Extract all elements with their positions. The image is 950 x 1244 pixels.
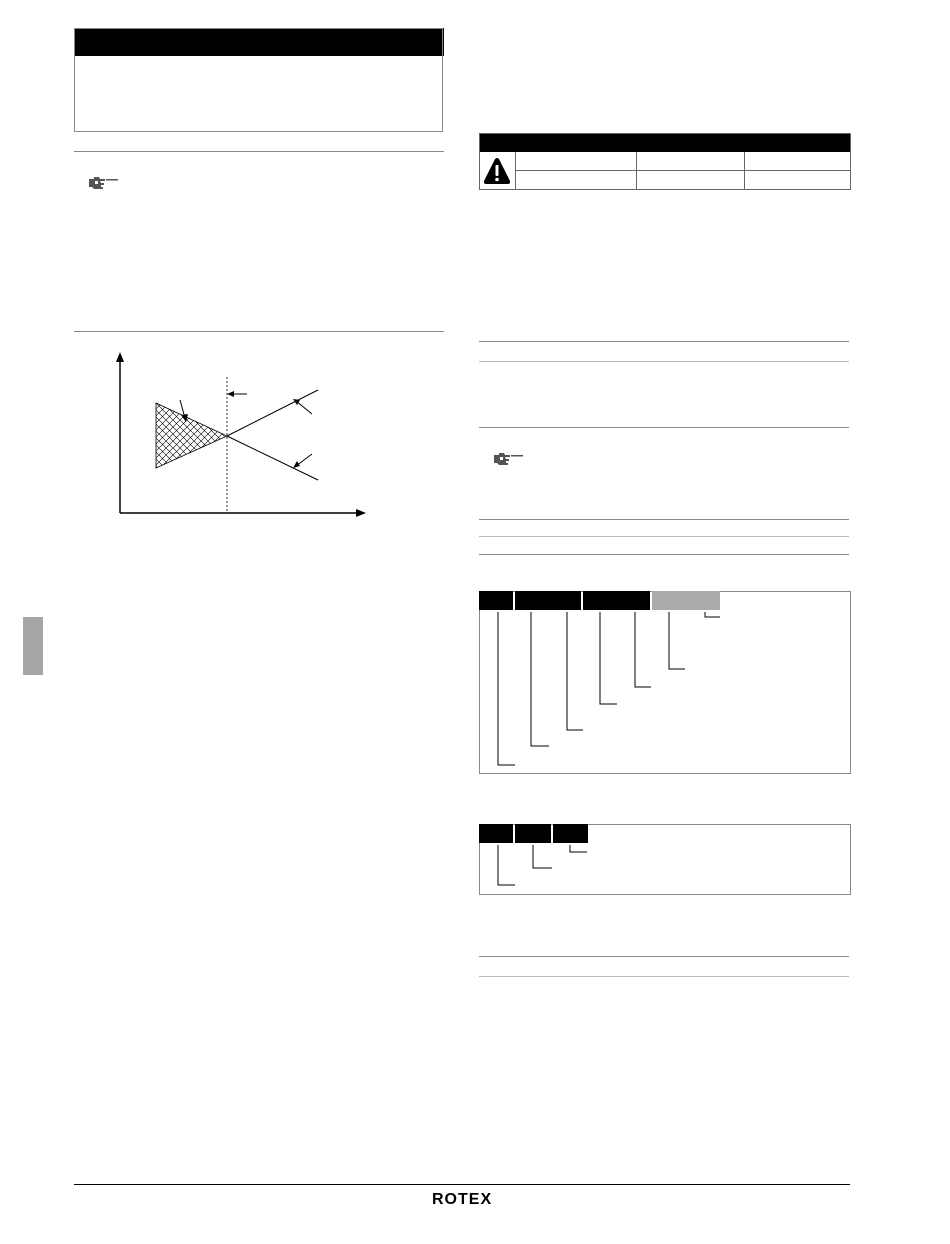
right-rule-4 <box>479 519 849 520</box>
right-rule-1 <box>479 341 849 342</box>
diagram-hatched-region <box>156 403 227 468</box>
left-box <box>74 28 443 132</box>
left-rule-1 <box>74 151 444 152</box>
pointing-hand-note-icon-2 <box>493 450 525 468</box>
right-rule-6 <box>479 554 849 555</box>
right-rule-3 <box>479 427 849 428</box>
model-code-leader-lines <box>479 591 851 774</box>
rotex-logo: ROTEX <box>432 1191 493 1208</box>
crossing-lines-diagram <box>110 350 370 520</box>
diagram-falling-line <box>227 436 318 480</box>
right-rule-5 <box>479 536 849 537</box>
pointing-hand-note-icon <box>88 174 120 192</box>
warning-triangle-icon <box>482 156 512 186</box>
right-rule-8 <box>479 976 849 977</box>
section-side-tab <box>23 617 43 675</box>
small-code-leader-lines <box>479 824 851 895</box>
right-rule-7 <box>479 956 849 957</box>
spec-table <box>479 133 851 190</box>
footer-rule <box>74 1184 850 1185</box>
left-rule-2 <box>74 331 444 332</box>
right-rule-2 <box>479 361 849 362</box>
diagram-rising-line <box>227 390 318 436</box>
